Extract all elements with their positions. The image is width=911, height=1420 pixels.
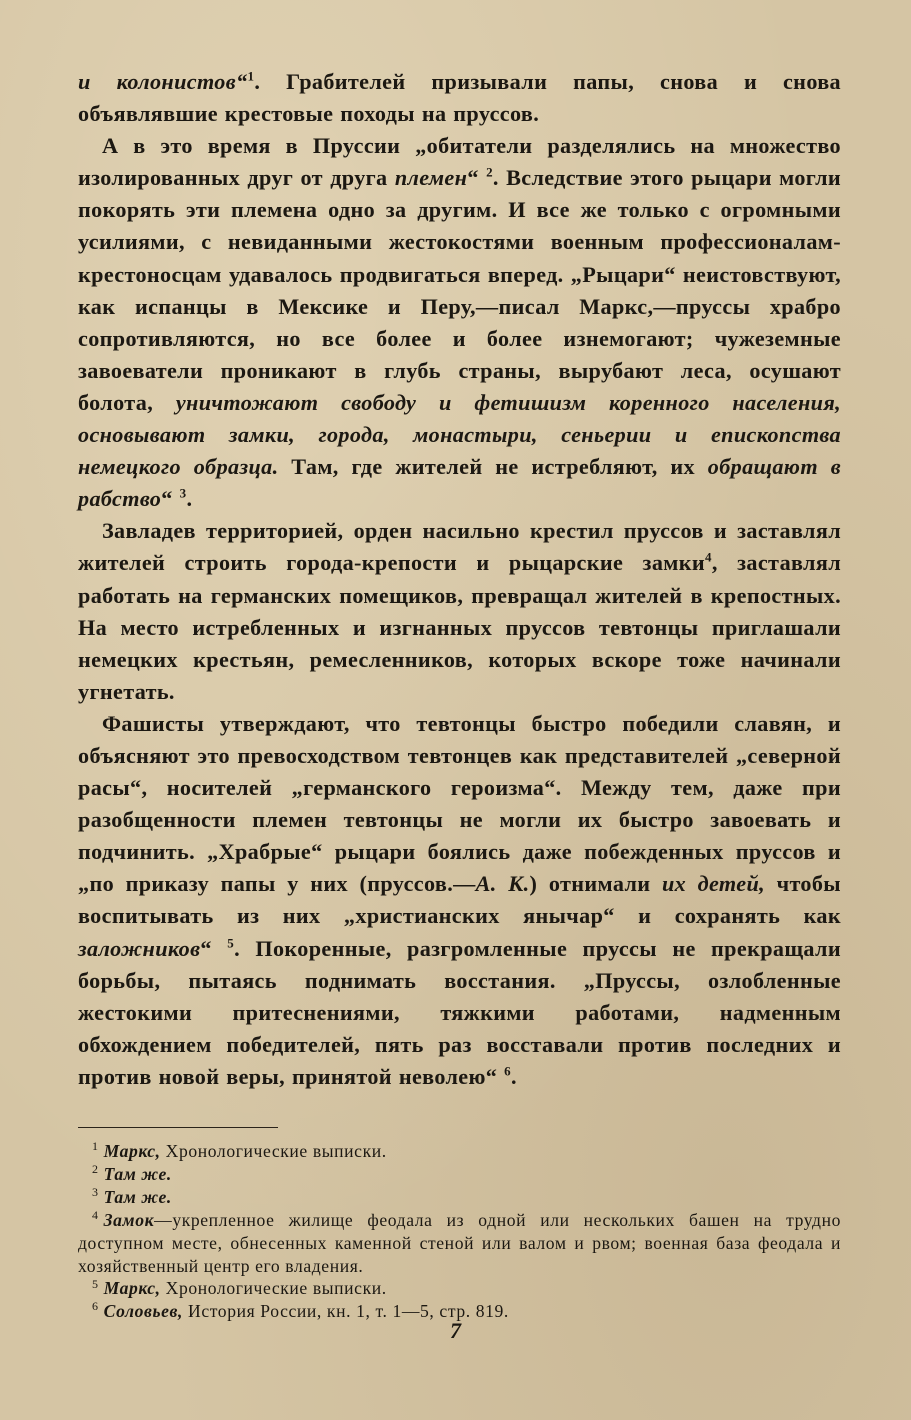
footnote-number: 2 — [92, 1162, 99, 1177]
footnote-text: —укрепленное жилище феодала из одной или нескольких башен на трудно доступном месте, обнесенных каменной стеной или валом и рвом; военная база феодала и хозяйственный центр его владения. — [78, 1209, 841, 1276]
italic-text: заложников — [78, 935, 201, 961]
text-run: “ — [161, 486, 180, 512]
paragraph — [78, 66, 841, 130]
italic-text: племен — [394, 165, 468, 191]
text-run: “ — [200, 935, 228, 961]
footnote-ref: 4 — [705, 550, 712, 566]
footnote — [78, 1277, 841, 1300]
footnote-text: История России, кн. 1, т. 1—5, стр. 819. — [183, 1301, 509, 1322]
footnote — [78, 1163, 841, 1186]
italic-text: “ — [236, 69, 248, 94]
text-run: . Покоренные, разгромленные пруссы не прекращали борьбы, пытаясь поднимать восстания. „Пруссы, озлобленные жестокими притеснениями, тяжкими работами, надменным обхождением победителей, пять раз восставали против последних и против новой веры, принятой неволею“ — [78, 935, 841, 1089]
footnote-author: Маркс, — [103, 1278, 161, 1299]
footnote-number: 5 — [92, 1276, 99, 1291]
text-run: чтобы воспитывать из них „христианских янычар“ и сохранять как — [78, 871, 841, 929]
paragraph — [78, 130, 841, 515]
footnote-number: 1 — [92, 1139, 99, 1154]
main-text — [78, 66, 841, 1093]
footnote-number: 3 — [92, 1184, 99, 1199]
footnotes — [78, 1140, 841, 1323]
text-run: . Грабителей призывали папы, снова и снова объявлявшие крестовые походы на пруссов. — [78, 69, 841, 127]
text-run: “ — [467, 165, 487, 191]
footnote-ref: 3 — [179, 485, 187, 501]
footnote-number: 4 — [92, 1207, 99, 1222]
paragraph — [78, 515, 841, 708]
footnote-text: Хронологические выписки. — [160, 1141, 387, 1161]
text-run: А в это время в Пруссии „обитатели разделялись на множество изолированных друг от друга — [78, 133, 841, 191]
footnote-text: Хронологические выписки. — [160, 1278, 387, 1299]
footnote-author: Соловьев, — [103, 1301, 184, 1322]
footnote-divider — [78, 1127, 278, 1128]
text-run: . Вследствие этого рыцари могли покорять эти племена одно за другим. И все же только с огромными усилиями, с невиданными жестокостями военным профессионалам-крестоносцам удавалось продвигаться вперед. „Рыцари“ неистовствуют, как испанцы в Мексике и Перу,—писал Маркс,—пруссы храбро сопротивляются, но все более и более изнемогают; чужеземные завоеватели проникают в глубь страны, вырубают леса, осушают болота, — [78, 165, 841, 415]
text-run: , заставлял работать на германских помещиков, превращал жителей в крепостных. На место истребленных и изгнанных пруссов тевтонцы приглашали немецких крестьян, ремесленников, которых вскоре тоже начинали угнетать. — [78, 550, 842, 704]
footnote-number: 6 — [92, 1299, 99, 1314]
footnote-author: Там же. — [103, 1186, 172, 1207]
italic-text: уничтожают свободу и фетишизм коренного населения, основывают замки, города, монастыри, сеньерии и епископства немецкого образца. — [78, 389, 842, 480]
paragraph — [78, 708, 841, 1093]
footnote-author: Маркс, — [103, 1141, 161, 1161]
text-run: . — [186, 486, 193, 512]
italic-text: А. К. — [475, 871, 530, 897]
footnote-ref: 2 — [486, 164, 493, 180]
text-run: Фашисты утверждают, что тевтонцы быстро победили славян, и объясняют это превосходством тевтонцев как представителей „северной расы“, носителей „германского героизма“. Между тем, даже при разобщенности племен тевтонцы не могли их быстро завоевать и подчинить. „Храбрые“ рыцари боялись даже побежденных пруссов и „по приказу папы у них (пруссов.— — [78, 710, 841, 897]
text-run: Завладев территорией, орден насильно крестил пруссов и заставлял жителей строить города-крепости и рыцарские замки — [78, 518, 841, 576]
footnote — [78, 1209, 841, 1278]
footnote — [78, 1140, 841, 1163]
text-run: . — [511, 1063, 517, 1089]
italic-text: их детей, — [661, 871, 766, 897]
text-run: ) отнимали — [529, 871, 662, 897]
footnote-author: Замок — [103, 1209, 155, 1230]
footnote-ref: 5 — [227, 935, 235, 951]
footnote-ref: 6 — [504, 1063, 511, 1079]
footnote — [78, 1186, 841, 1209]
footnote-ref: 1 — [247, 68, 255, 84]
italic-text: обращают в рабство — [78, 454, 841, 512]
page-number: 7 — [450, 1318, 461, 1343]
text-run: Там, где жителей не истребляют, их — [278, 454, 708, 480]
italic-text: и колонистов — [78, 69, 237, 94]
footnote-author: Там же. — [103, 1163, 172, 1184]
